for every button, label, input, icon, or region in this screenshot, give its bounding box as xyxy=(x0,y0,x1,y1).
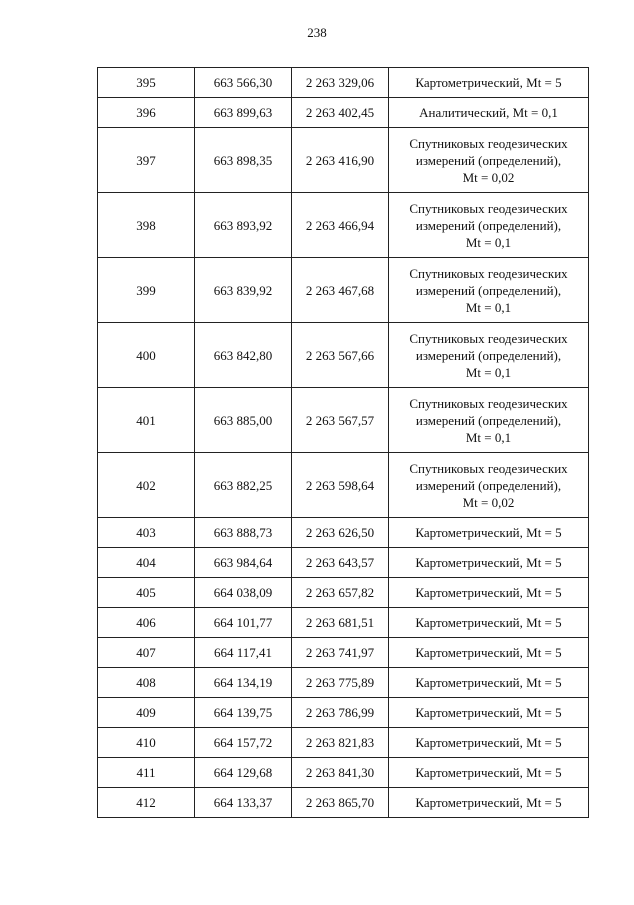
page-number: 238 xyxy=(307,25,327,40)
method-cell xyxy=(389,518,589,548)
x-coordinate-cell: 663 893,92 xyxy=(195,193,292,258)
x-coordinate-cell: 664 157,72 xyxy=(195,728,292,758)
table-row xyxy=(98,128,589,193)
method-cell xyxy=(389,578,589,608)
method-text: Спутниковых геодезических измерений (определений), Mt = 0,1 xyxy=(409,265,568,315)
point-number-cell: 409 xyxy=(98,698,195,728)
y-coordinate-cell: 2 263 416,90 xyxy=(292,128,389,193)
x-coordinate-cell: 663 885,00 xyxy=(195,388,292,453)
method-text: Спутниковых геодезических измерений (определений), Mt = 0,1 xyxy=(409,395,568,445)
method-text: Картометрический, Mt = 5 xyxy=(415,555,562,570)
method-cell xyxy=(389,258,589,323)
method-cell xyxy=(389,323,589,388)
method-cell xyxy=(389,758,589,788)
y-coordinate-cell: 2 263 841,30 xyxy=(292,758,389,788)
method-cell xyxy=(389,453,589,518)
method-cell xyxy=(389,388,589,453)
method-text: Аналитический, Mt = 0,1 xyxy=(419,105,558,120)
table-row xyxy=(98,98,589,128)
y-coordinate-cell: 2 263 402,45 xyxy=(292,98,389,128)
y-coordinate-cell: 2 263 775,89 xyxy=(292,668,389,698)
point-number-cell: 412 xyxy=(98,788,195,818)
table-row xyxy=(98,698,589,728)
method-cell xyxy=(389,638,589,668)
point-number-cell: 398 xyxy=(98,193,195,258)
method-text: Картометрический, Mt = 5 xyxy=(415,705,562,720)
y-coordinate-cell: 2 263 329,06 xyxy=(292,68,389,98)
method-text: Спутниковых геодезических измерений (определений), Mt = 0,1 xyxy=(409,200,568,250)
y-coordinate-cell: 2 263 821,83 xyxy=(292,728,389,758)
x-coordinate-cell: 664 117,41 xyxy=(195,638,292,668)
table-row xyxy=(98,758,589,788)
point-number-cell: 396 xyxy=(98,98,195,128)
y-coordinate-cell: 2 263 567,66 xyxy=(292,323,389,388)
table-row xyxy=(98,668,589,698)
table-row xyxy=(98,608,589,638)
x-coordinate-cell: 663 899,63 xyxy=(195,98,292,128)
method-text: Картометрический, Mt = 5 xyxy=(415,735,562,750)
x-coordinate-cell: 664 139,75 xyxy=(195,698,292,728)
table-row xyxy=(98,258,589,323)
table-row xyxy=(98,453,589,518)
x-coordinate-cell: 663 882,25 xyxy=(195,453,292,518)
method-cell xyxy=(389,788,589,818)
point-number-cell: 395 xyxy=(98,68,195,98)
x-coordinate-cell: 663 898,35 xyxy=(195,128,292,193)
x-coordinate-cell: 664 133,37 xyxy=(195,788,292,818)
point-number-cell: 411 xyxy=(98,758,195,788)
point-number-cell: 403 xyxy=(98,518,195,548)
table-row xyxy=(98,323,589,388)
table-row xyxy=(98,638,589,668)
point-number-cell: 399 xyxy=(98,258,195,323)
point-number-cell: 400 xyxy=(98,323,195,388)
y-coordinate-cell: 2 263 865,70 xyxy=(292,788,389,818)
x-coordinate-cell: 663 839,92 xyxy=(195,258,292,323)
method-cell xyxy=(389,548,589,578)
method-text: Спутниковых геодезических измерений (определений), Mt = 0,02 xyxy=(409,135,568,185)
x-coordinate-cell: 663 842,80 xyxy=(195,323,292,388)
method-text: Картометрический, Mt = 5 xyxy=(415,585,562,600)
point-number-cell: 408 xyxy=(98,668,195,698)
method-cell xyxy=(389,128,589,193)
method-text: Картометрический, Mt = 5 xyxy=(415,795,562,810)
x-coordinate-cell: 663 566,30 xyxy=(195,68,292,98)
y-coordinate-cell: 2 263 598,64 xyxy=(292,453,389,518)
point-number-cell: 407 xyxy=(98,638,195,668)
point-number-cell: 401 xyxy=(98,388,195,453)
coordinates-table-body xyxy=(98,68,589,818)
y-coordinate-cell: 2 263 681,51 xyxy=(292,608,389,638)
table-row xyxy=(98,578,589,608)
table-row xyxy=(98,728,589,758)
x-coordinate-cell: 664 129,68 xyxy=(195,758,292,788)
x-coordinate-cell: 664 101,77 xyxy=(195,608,292,638)
method-text: Картометрический, Mt = 5 xyxy=(415,615,562,630)
table-row xyxy=(98,193,589,258)
y-coordinate-cell: 2 263 643,57 xyxy=(292,548,389,578)
y-coordinate-cell: 2 263 467,68 xyxy=(292,258,389,323)
point-number-cell: 397 xyxy=(98,128,195,193)
x-coordinate-cell: 664 038,09 xyxy=(195,578,292,608)
point-number-cell: 402 xyxy=(98,453,195,518)
method-cell xyxy=(389,698,589,728)
y-coordinate-cell: 2 263 657,82 xyxy=(292,578,389,608)
method-text: Картометрический, Mt = 5 xyxy=(415,765,562,780)
x-coordinate-cell: 663 888,73 xyxy=(195,518,292,548)
point-number-cell: 404 xyxy=(98,548,195,578)
method-cell xyxy=(389,68,589,98)
method-cell xyxy=(389,728,589,758)
point-number-cell: 406 xyxy=(98,608,195,638)
point-number-cell: 405 xyxy=(98,578,195,608)
x-coordinate-cell: 664 134,19 xyxy=(195,668,292,698)
method-cell xyxy=(389,98,589,128)
point-number-cell: 410 xyxy=(98,728,195,758)
coordinates-table xyxy=(97,67,589,818)
table-row xyxy=(98,788,589,818)
method-cell xyxy=(389,608,589,638)
method-text: Картометрический, Mt = 5 xyxy=(415,675,562,690)
method-text: Картометрический, Mt = 5 xyxy=(415,75,562,90)
method-cell xyxy=(389,668,589,698)
y-coordinate-cell: 2 263 567,57 xyxy=(292,388,389,453)
y-coordinate-cell: 2 263 626,50 xyxy=(292,518,389,548)
method-text: Картометрический, Mt = 5 xyxy=(415,645,562,660)
table-row xyxy=(98,388,589,453)
table-row xyxy=(98,548,589,578)
table-row xyxy=(98,68,589,98)
method-text: Спутниковых геодезических измерений (определений), Mt = 0,02 xyxy=(409,460,568,510)
y-coordinate-cell: 2 263 466,94 xyxy=(292,193,389,258)
table-row xyxy=(98,518,589,548)
method-text: Спутниковых геодезических измерений (определений), Mt = 0,1 xyxy=(409,330,568,380)
y-coordinate-cell: 2 263 786,99 xyxy=(292,698,389,728)
x-coordinate-cell: 663 984,64 xyxy=(195,548,292,578)
method-cell xyxy=(389,193,589,258)
y-coordinate-cell: 2 263 741,97 xyxy=(292,638,389,668)
method-text: Картометрический, Mt = 5 xyxy=(415,525,562,540)
